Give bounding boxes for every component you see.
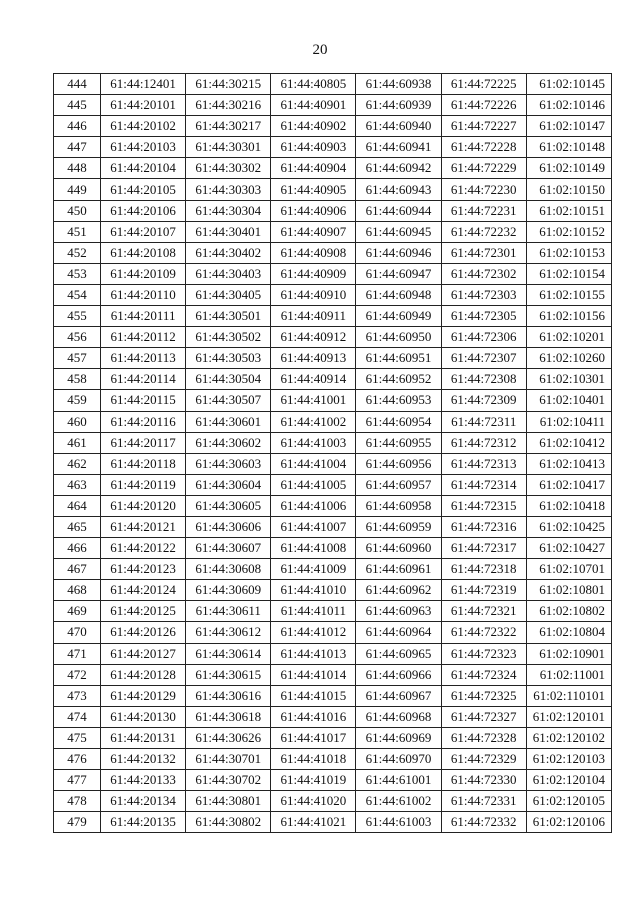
- table-row: [54, 390, 612, 411]
- cadastral-number-cell: 61:44:30618: [186, 706, 271, 727]
- cadastral-number-cell: 61:44:20130: [101, 706, 186, 727]
- cadastral-number-cell: 61:02:10411: [526, 411, 611, 432]
- cadastral-number-cell: 61:44:20102: [101, 116, 186, 137]
- cadastral-number-cell: 61:44:41014: [271, 664, 356, 685]
- cadastral-number-cell: 61:02:120106: [526, 812, 611, 833]
- table-row: [54, 580, 612, 601]
- cadastral-number-cell: 61:44:60959: [356, 516, 441, 537]
- cadastral-number-cell: 61:44:30603: [186, 453, 271, 474]
- cadastral-number-cell: 61:44:72312: [441, 432, 526, 453]
- table-row: [54, 432, 612, 453]
- cadastral-number-cell: 61:02:10412: [526, 432, 611, 453]
- cadastral-number-cell: 61:02:10149: [526, 158, 611, 179]
- cadastral-number-cell: 61:02:10156: [526, 306, 611, 327]
- cadastral-number-cell: 61:44:20126: [101, 622, 186, 643]
- cadastral-number-cell: 61:44:30601: [186, 411, 271, 432]
- cadastral-number-cell: 61:44:41010: [271, 580, 356, 601]
- cadastral-number-cell: 61:44:20125: [101, 601, 186, 622]
- cadastral-number-cell: 61:44:41019: [271, 770, 356, 791]
- cadastral-numbers-table: [53, 73, 612, 833]
- cadastral-number-cell: 61:02:10802: [526, 601, 611, 622]
- cadastral-number-cell: 61:44:20123: [101, 559, 186, 580]
- cadastral-number-cell: 61:44:60953: [356, 390, 441, 411]
- row-number-cell: 473: [54, 685, 101, 706]
- table-row: [54, 306, 612, 327]
- cadastral-number-cell: 61:44:60968: [356, 706, 441, 727]
- row-number-cell: 450: [54, 200, 101, 221]
- cadastral-number-cell: 61:02:10401: [526, 390, 611, 411]
- cadastral-number-cell: 61:44:30602: [186, 432, 271, 453]
- cadastral-number-cell: 61:02:11001: [526, 664, 611, 685]
- cadastral-number-cell: 61:44:72315: [441, 495, 526, 516]
- cadastral-number-cell: 61:02:10427: [526, 538, 611, 559]
- table-row: [54, 812, 612, 833]
- cadastral-number-cell: 61:44:20101: [101, 95, 186, 116]
- cadastral-number-cell: 61:44:30501: [186, 306, 271, 327]
- table-row: [54, 221, 612, 242]
- cadastral-number-cell: 61:44:30605: [186, 495, 271, 516]
- table-row: [54, 749, 612, 770]
- table-row: [54, 474, 612, 495]
- cadastral-number-cell: 61:02:10153: [526, 242, 611, 263]
- cadastral-number-cell: 61:44:40913: [271, 348, 356, 369]
- cadastral-number-cell: 61:44:72314: [441, 474, 526, 495]
- cadastral-number-cell: 61:02:10804: [526, 622, 611, 643]
- row-number-cell: 447: [54, 137, 101, 158]
- cadastral-number-cell: 61:44:60954: [356, 411, 441, 432]
- cadastral-number-cell: 61:44:20120: [101, 495, 186, 516]
- cadastral-number-cell: 61:44:30504: [186, 369, 271, 390]
- cadastral-number-cell: 61:44:41013: [271, 643, 356, 664]
- cadastral-number-cell: 61:44:60965: [356, 643, 441, 664]
- row-number-cell: 468: [54, 580, 101, 601]
- row-number-cell: 474: [54, 706, 101, 727]
- cadastral-number-cell: 61:44:72226: [441, 95, 526, 116]
- table-row: [54, 601, 612, 622]
- cadastral-number-cell: 61:44:30614: [186, 643, 271, 664]
- cadastral-number-cell: 61:02:120101: [526, 706, 611, 727]
- cadastral-number-cell: 61:44:60938: [356, 74, 441, 95]
- cadastral-number-cell: 61:44:60947: [356, 263, 441, 284]
- cadastral-number-cell: 61:44:72318: [441, 559, 526, 580]
- cadastral-number-cell: 61:44:72232: [441, 221, 526, 242]
- cadastral-number-cell: 61:44:20134: [101, 791, 186, 812]
- table-row: [54, 453, 612, 474]
- cadastral-number-cell: 61:44:60946: [356, 242, 441, 263]
- cadastral-number-cell: 61:44:20115: [101, 390, 186, 411]
- cadastral-number-cell: 61:44:72309: [441, 390, 526, 411]
- cadastral-number-cell: 61:44:20112: [101, 327, 186, 348]
- cadastral-number-cell: 61:02:10418: [526, 495, 611, 516]
- cadastral-number-cell: 61:44:72303: [441, 284, 526, 305]
- cadastral-number-cell: 61:02:10154: [526, 263, 611, 284]
- cadastral-number-cell: 61:02:10151: [526, 200, 611, 221]
- row-number-cell: 452: [54, 242, 101, 263]
- table-row: [54, 727, 612, 748]
- cadastral-number-cell: 61:44:72305: [441, 306, 526, 327]
- cadastral-number-cell: 61:02:10801: [526, 580, 611, 601]
- cadastral-number-cell: 61:44:72231: [441, 200, 526, 221]
- cadastral-number-cell: 61:44:30626: [186, 727, 271, 748]
- cadastral-number-cell: 61:02:10155: [526, 284, 611, 305]
- table-row: [54, 770, 612, 791]
- cadastral-number-cell: 61:02:10147: [526, 116, 611, 137]
- cadastral-number-cell: 61:44:30607: [186, 538, 271, 559]
- cadastral-number-cell: 61:44:60960: [356, 538, 441, 559]
- cadastral-number-cell: 61:44:20132: [101, 749, 186, 770]
- cadastral-number-cell: 61:44:60958: [356, 495, 441, 516]
- cadastral-number-cell: 61:44:72316: [441, 516, 526, 537]
- table-row: [54, 643, 612, 664]
- cadastral-number-cell: 61:44:72332: [441, 812, 526, 833]
- row-number-cell: 464: [54, 495, 101, 516]
- row-number-cell: 456: [54, 327, 101, 348]
- cadastral-number-cell: 61:44:30503: [186, 348, 271, 369]
- cadastral-number-cell: 61:44:30301: [186, 137, 271, 158]
- cadastral-number-cell: 61:44:40912: [271, 327, 356, 348]
- cadastral-number-cell: 61:44:60952: [356, 369, 441, 390]
- cadastral-number-cell: 61:44:20119: [101, 474, 186, 495]
- row-number-cell: 444: [54, 74, 101, 95]
- cadastral-number-cell: 61:44:72302: [441, 263, 526, 284]
- row-number-cell: 448: [54, 158, 101, 179]
- cadastral-number-cell: 61:44:60951: [356, 348, 441, 369]
- cadastral-number-cell: 61:44:72325: [441, 685, 526, 706]
- cadastral-number-cell: 61:02:10146: [526, 95, 611, 116]
- cadastral-number-cell: 61:44:72306: [441, 327, 526, 348]
- cadastral-number-cell: 61:44:30217: [186, 116, 271, 137]
- cadastral-number-cell: 61:44:30507: [186, 390, 271, 411]
- row-number-cell: 460: [54, 411, 101, 432]
- cadastral-number-cell: 61:44:72317: [441, 538, 526, 559]
- cadastral-number-cell: 61:44:30802: [186, 812, 271, 833]
- cadastral-number-cell: 61:44:30615: [186, 664, 271, 685]
- cadastral-number-cell: 61:44:41008: [271, 538, 356, 559]
- cadastral-number-cell: 61:02:10145: [526, 74, 611, 95]
- cadastral-number-cell: 61:44:72301: [441, 242, 526, 263]
- cadastral-number-cell: 61:44:72225: [441, 74, 526, 95]
- cadastral-number-cell: 61:44:72329: [441, 749, 526, 770]
- cadastral-number-cell: 61:44:30606: [186, 516, 271, 537]
- cadastral-number-cell: 61:02:110101: [526, 685, 611, 706]
- cadastral-number-cell: 61:44:30302: [186, 158, 271, 179]
- cadastral-number-cell: 61:44:30616: [186, 685, 271, 706]
- row-number-cell: 467: [54, 559, 101, 580]
- cadastral-number-cell: 61:44:41007: [271, 516, 356, 537]
- cadastral-number-cell: 61:44:20107: [101, 221, 186, 242]
- cadastral-number-cell: 61:44:60941: [356, 137, 441, 158]
- cadastral-number-cell: 61:44:41005: [271, 474, 356, 495]
- cadastral-number-cell: 61:44:41020: [271, 791, 356, 812]
- cadastral-number-cell: 61:44:30402: [186, 242, 271, 263]
- row-number-cell: 475: [54, 727, 101, 748]
- cadastral-number-cell: 61:44:30612: [186, 622, 271, 643]
- cadastral-number-cell: 61:44:40906: [271, 200, 356, 221]
- cadastral-number-cell: 61:44:20131: [101, 727, 186, 748]
- cadastral-number-cell: 61:44:41006: [271, 495, 356, 516]
- row-number-cell: 457: [54, 348, 101, 369]
- cadastral-number-cell: 61:44:72328: [441, 727, 526, 748]
- cadastral-number-cell: 61:44:20129: [101, 685, 186, 706]
- cadastral-number-cell: 61:44:60961: [356, 559, 441, 580]
- cadastral-number-cell: 61:44:20109: [101, 263, 186, 284]
- cadastral-number-cell: 61:44:20104: [101, 158, 186, 179]
- cadastral-number-cell: 61:44:72311: [441, 411, 526, 432]
- cadastral-number-cell: 61:44:60943: [356, 179, 441, 200]
- cadastral-number-cell: 61:44:40903: [271, 137, 356, 158]
- cadastral-number-cell: 61:44:40909: [271, 263, 356, 284]
- row-number-cell: 463: [54, 474, 101, 495]
- row-number-cell: 472: [54, 664, 101, 685]
- cadastral-number-cell: 61:44:30215: [186, 74, 271, 95]
- table-row: [54, 369, 612, 390]
- cadastral-number-cell: 61:44:72323: [441, 643, 526, 664]
- row-number-cell: 479: [54, 812, 101, 833]
- table-row: [54, 495, 612, 516]
- row-number-cell: 470: [54, 622, 101, 643]
- row-number-cell: 449: [54, 179, 101, 200]
- cadastral-number-cell: 61:44:20116: [101, 411, 186, 432]
- cadastral-number-cell: 61:44:30608: [186, 559, 271, 580]
- cadastral-number-cell: 61:44:30216: [186, 95, 271, 116]
- cadastral-number-cell: 61:44:41021: [271, 812, 356, 833]
- cadastral-number-cell: 61:44:20106: [101, 200, 186, 221]
- row-number-cell: 446: [54, 116, 101, 137]
- cadastral-number-cell: 61:44:41018: [271, 749, 356, 770]
- row-number-cell: 471: [54, 643, 101, 664]
- row-number-cell: 477: [54, 770, 101, 791]
- cadastral-number-cell: 61:44:30405: [186, 284, 271, 305]
- cadastral-number-cell: 61:44:61003: [356, 812, 441, 833]
- cadastral-number-cell: 61:02:10148: [526, 137, 611, 158]
- cadastral-number-cell: 61:02:10413: [526, 453, 611, 474]
- cadastral-number-cell: 61:02:10260: [526, 348, 611, 369]
- table-row: [54, 348, 612, 369]
- cadastral-number-cell: 61:44:41017: [271, 727, 356, 748]
- cadastral-number-cell: 61:44:60969: [356, 727, 441, 748]
- cadastral-number-cell: 61:44:41001: [271, 390, 356, 411]
- table-row: [54, 74, 612, 95]
- cadastral-number-cell: 61:44:60955: [356, 432, 441, 453]
- cadastral-number-cell: 61:02:10701: [526, 559, 611, 580]
- table-row: [54, 263, 612, 284]
- cadastral-number-cell: 61:44:20124: [101, 580, 186, 601]
- cadastral-number-cell: 61:44:60967: [356, 685, 441, 706]
- cadastral-number-cell: 61:44:40908: [271, 242, 356, 263]
- cadastral-number-cell: 61:44:20133: [101, 770, 186, 791]
- table-row: [54, 242, 612, 263]
- cadastral-number-cell: 61:44:20127: [101, 643, 186, 664]
- cadastral-number-cell: 61:44:20108: [101, 242, 186, 263]
- cadastral-number-cell: 61:02:120102: [526, 727, 611, 748]
- cadastral-number-cell: 61:44:40805: [271, 74, 356, 95]
- cadastral-number-cell: 61:44:30502: [186, 327, 271, 348]
- cadastral-number-cell: 61:44:30401: [186, 221, 271, 242]
- cadastral-number-cell: 61:44:41004: [271, 453, 356, 474]
- table-row: [54, 116, 612, 137]
- cadastral-number-cell: 61:02:120104: [526, 770, 611, 791]
- page-number: 20: [312, 42, 328, 58]
- cadastral-number-cell: 61:02:10425: [526, 516, 611, 537]
- cadastral-number-cell: 61:44:30304: [186, 200, 271, 221]
- cadastral-number-cell: 61:44:60966: [356, 664, 441, 685]
- cadastral-number-cell: 61:44:40905: [271, 179, 356, 200]
- table-row: [54, 137, 612, 158]
- row-number-cell: 476: [54, 749, 101, 770]
- cadastral-number-cell: 61:44:30801: [186, 791, 271, 812]
- row-number-cell: 466: [54, 538, 101, 559]
- cadastral-number-cell: 61:44:41015: [271, 685, 356, 706]
- cadastral-number-cell: 61:44:60957: [356, 474, 441, 495]
- cadastral-number-cell: 61:02:10150: [526, 179, 611, 200]
- cadastral-number-cell: 61:44:20103: [101, 137, 186, 158]
- cadastral-number-cell: 61:44:20110: [101, 284, 186, 305]
- cadastral-number-cell: 61:44:40907: [271, 221, 356, 242]
- cadastral-number-cell: 61:44:72324: [441, 664, 526, 685]
- row-number-cell: 462: [54, 453, 101, 474]
- row-number-cell: 445: [54, 95, 101, 116]
- cadastral-number-cell: 61:44:20111: [101, 306, 186, 327]
- cadastral-number-cell: 61:44:72307: [441, 348, 526, 369]
- row-number-cell: 478: [54, 791, 101, 812]
- table-row: [54, 664, 612, 685]
- cadastral-number-cell: 61:44:41009: [271, 559, 356, 580]
- cadastral-number-cell: 61:44:61002: [356, 791, 441, 812]
- cadastral-number-cell: 61:44:12401: [101, 74, 186, 95]
- table-row: [54, 200, 612, 221]
- cadastral-number-cell: 61:44:20105: [101, 179, 186, 200]
- cadastral-number-cell: 61:44:72322: [441, 622, 526, 643]
- table-row: [54, 284, 612, 305]
- row-number-cell: 453: [54, 263, 101, 284]
- row-number-cell: 454: [54, 284, 101, 305]
- cadastral-number-cell: 61:44:40901: [271, 95, 356, 116]
- table-row: [54, 706, 612, 727]
- cadastral-number-cell: 61:02:10901: [526, 643, 611, 664]
- table-row: [54, 516, 612, 537]
- cadastral-number-cell: 61:44:60962: [356, 580, 441, 601]
- cadastral-number-cell: 61:44:60964: [356, 622, 441, 643]
- cadastral-number-cell: 61:44:20118: [101, 453, 186, 474]
- cadastral-number-cell: 61:44:40914: [271, 369, 356, 390]
- cadastral-number-cell: 61:44:20114: [101, 369, 186, 390]
- cadastral-number-cell: 61:44:41003: [271, 432, 356, 453]
- cadastral-number-cell: 61:44:41011: [271, 601, 356, 622]
- cadastral-number-cell: 61:44:20113: [101, 348, 186, 369]
- cadastral-number-cell: 61:44:30609: [186, 580, 271, 601]
- cadastral-number-cell: 61:44:41002: [271, 411, 356, 432]
- cadastral-number-cell: 61:02:10152: [526, 221, 611, 242]
- cadastral-number-cell: 61:44:60956: [356, 453, 441, 474]
- cadastral-number-cell: 61:44:72227: [441, 116, 526, 137]
- table-row: [54, 538, 612, 559]
- cadastral-number-cell: 61:44:60940: [356, 116, 441, 137]
- table-row: [54, 158, 612, 179]
- cadastral-number-cell: 61:44:60948: [356, 284, 441, 305]
- cadastral-number-cell: 61:44:41016: [271, 706, 356, 727]
- cadastral-number-cell: 61:44:72228: [441, 137, 526, 158]
- cadastral-number-cell: 61:44:72327: [441, 706, 526, 727]
- cadastral-number-cell: 61:44:30403: [186, 263, 271, 284]
- cadastral-number-cell: 61:44:60939: [356, 95, 441, 116]
- table-row: [54, 411, 612, 432]
- cadastral-number-cell: 61:44:72229: [441, 158, 526, 179]
- cadastral-number-cell: 61:02:10201: [526, 327, 611, 348]
- cadastral-number-cell: 61:44:40904: [271, 158, 356, 179]
- table-row: [54, 327, 612, 348]
- cadastral-number-cell: 61:44:72321: [441, 601, 526, 622]
- cadastral-number-cell: 61:44:72308: [441, 369, 526, 390]
- cadastral-number-cell: 61:44:40911: [271, 306, 356, 327]
- cadastral-number-cell: 61:44:30611: [186, 601, 271, 622]
- cadastral-number-cell: 61:02:10417: [526, 474, 611, 495]
- cadastral-number-cell: 61:44:30604: [186, 474, 271, 495]
- row-number-cell: 461: [54, 432, 101, 453]
- table-row: [54, 179, 612, 200]
- cadastral-number-cell: 61:44:40910: [271, 284, 356, 305]
- cadastral-number-cell: 61:44:40902: [271, 116, 356, 137]
- cadastral-number-cell: 61:44:72313: [441, 453, 526, 474]
- table-row: [54, 791, 612, 812]
- cadastral-number-cell: 61:44:60970: [356, 749, 441, 770]
- cadastral-number-cell: 61:44:30702: [186, 770, 271, 791]
- cadastral-number-cell: 61:44:61001: [356, 770, 441, 791]
- cadastral-number-cell: 61:44:30701: [186, 749, 271, 770]
- row-number-cell: 465: [54, 516, 101, 537]
- table-row: [54, 685, 612, 706]
- cadastral-number-cell: 61:44:72330: [441, 770, 526, 791]
- row-number-cell: 469: [54, 601, 101, 622]
- cadastral-number-cell: 61:02:10301: [526, 369, 611, 390]
- cadastral-number-cell: 61:02:120105: [526, 791, 611, 812]
- cadastral-number-cell: 61:44:20122: [101, 538, 186, 559]
- cadastral-number-cell: 61:44:30303: [186, 179, 271, 200]
- cadastral-number-cell: 61:44:60944: [356, 200, 441, 221]
- cadastral-number-cell: 61:44:60949: [356, 306, 441, 327]
- cadastral-number-cell: 61:44:72230: [441, 179, 526, 200]
- cadastral-number-cell: 61:44:72319: [441, 580, 526, 601]
- cadastral-number-cell: 61:44:20128: [101, 664, 186, 685]
- cadastral-number-cell: 61:02:120103: [526, 749, 611, 770]
- row-number-cell: 459: [54, 390, 101, 411]
- table-row: [54, 559, 612, 580]
- cadastral-number-cell: 61:44:41012: [271, 622, 356, 643]
- row-number-cell: 451: [54, 221, 101, 242]
- row-number-cell: 458: [54, 369, 101, 390]
- table-row: [54, 95, 612, 116]
- table-body: [54, 74, 612, 833]
- cadastral-number-cell: 61:44:60963: [356, 601, 441, 622]
- cadastral-number-cell: 61:44:72331: [441, 791, 526, 812]
- cadastral-number-cell: 61:44:20121: [101, 516, 186, 537]
- cadastral-number-cell: 61:44:60950: [356, 327, 441, 348]
- table-row: [54, 622, 612, 643]
- row-number-cell: 455: [54, 306, 101, 327]
- cadastral-number-cell: 61:44:20135: [101, 812, 186, 833]
- cadastral-number-cell: 61:44:60942: [356, 158, 441, 179]
- cadastral-number-cell: 61:44:20117: [101, 432, 186, 453]
- cadastral-number-cell: 61:44:60945: [356, 221, 441, 242]
